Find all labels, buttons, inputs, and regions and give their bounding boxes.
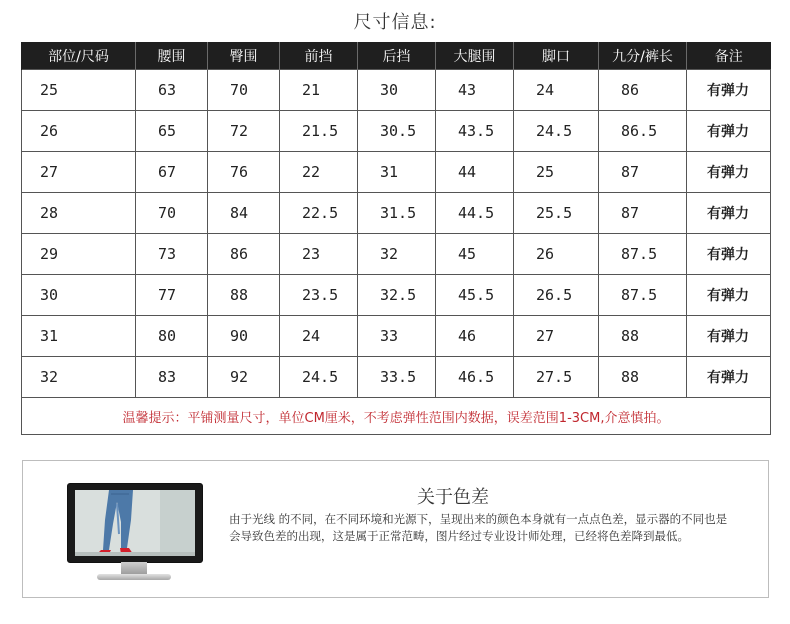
table-cell: 29 <box>22 234 136 275</box>
table-cell: 70 <box>136 193 208 234</box>
table-cell: 86 <box>208 234 280 275</box>
table-cell: 有弹力 <box>687 193 771 234</box>
table-cell: 30 <box>358 70 436 111</box>
table-row <box>22 70 771 111</box>
table-cell: 26 <box>22 111 136 152</box>
table-cell: 31.5 <box>358 193 436 234</box>
color-difference-text: 由于光线 的不同，在不同环境和光源下，呈现出来的颜色本身就有一点点色差，显示器的不同也是会导致色差的出现，这是属于正常范畴，图片经过专业设计师处理，已经将色差降到最低。 <box>229 512 728 543</box>
table-cell: 86 <box>599 70 687 111</box>
table-cell: 31 <box>22 316 136 357</box>
color-difference-panel <box>22 460 769 598</box>
table-cell: 46 <box>436 316 514 357</box>
table-cell: 22 <box>280 152 358 193</box>
table-cell: 有弹力 <box>687 316 771 357</box>
table-cell: 33 <box>358 316 436 357</box>
table-cell: 73 <box>136 234 208 275</box>
table-cell: 23.5 <box>280 275 358 316</box>
table-cell: 24.5 <box>514 111 599 152</box>
table-cell: 30 <box>22 275 136 316</box>
table-cell: 87.5 <box>599 234 687 275</box>
table-cell: 33.5 <box>358 357 436 398</box>
header-cell: 部位/尺码 <box>22 42 136 70</box>
page-title: 尺寸信息: <box>353 12 437 33</box>
table-cell: 76 <box>208 152 280 193</box>
table-cell: 有弹力 <box>687 275 771 316</box>
table-cell: 有弹力 <box>687 111 771 152</box>
monitor-base <box>97 574 171 580</box>
table-cell: 31 <box>358 152 436 193</box>
color-difference-title: 关于色差 <box>417 487 489 508</box>
table-row <box>22 357 771 398</box>
header-cell: 备注 <box>687 42 771 70</box>
table-cell: 27 <box>514 316 599 357</box>
header-cell: 大腿围 <box>436 42 514 70</box>
table-row <box>22 316 771 357</box>
table-note-row <box>22 398 771 435</box>
size-table <box>21 42 771 435</box>
table-cell: 有弹力 <box>687 357 771 398</box>
table-cell: 77 <box>136 275 208 316</box>
table-row <box>22 193 771 234</box>
table-cell: 26 <box>514 234 599 275</box>
table-cell: 44.5 <box>436 193 514 234</box>
table-cell: 70 <box>208 70 280 111</box>
header-cell: 前挡 <box>280 42 358 70</box>
table-cell: 30.5 <box>358 111 436 152</box>
table-cell: 43.5 <box>436 111 514 152</box>
table-cell: 45.5 <box>436 275 514 316</box>
table-row <box>22 152 771 193</box>
table-cell: 21 <box>280 70 358 111</box>
table-cell: 80 <box>136 316 208 357</box>
table-cell: 67 <box>136 152 208 193</box>
table-cell: 25 <box>514 152 599 193</box>
table-header-row <box>22 42 771 70</box>
monitor-icon <box>67 483 203 583</box>
table-cell: 32 <box>22 357 136 398</box>
table-cell: 65 <box>136 111 208 152</box>
header-cell: 臀围 <box>208 42 280 70</box>
table-cell: 45 <box>436 234 514 275</box>
table-row <box>22 275 771 316</box>
table-cell: 24 <box>514 70 599 111</box>
table-cell: 24.5 <box>280 357 358 398</box>
table-row <box>22 111 771 152</box>
table-cell: 22.5 <box>280 193 358 234</box>
table-cell: 28 <box>22 193 136 234</box>
table-cell: 72 <box>208 111 280 152</box>
table-cell: 24 <box>280 316 358 357</box>
table-cell: 27.5 <box>514 357 599 398</box>
table-cell: 63 <box>136 70 208 111</box>
table-cell: 88 <box>599 357 687 398</box>
measurement-note: 温馨提示：平铺测量尺寸，单位CM厘米，不考虑弹性范围内数据，误差范围1-3CM,介意慎拍。 <box>22 398 771 435</box>
table-cell: 87 <box>599 152 687 193</box>
table-cell: 46.5 <box>436 357 514 398</box>
jeans-photo <box>75 490 195 556</box>
table-cell: 有弹力 <box>687 152 771 193</box>
table-cell: 有弹力 <box>687 234 771 275</box>
table-row <box>22 234 771 275</box>
table-cell: 25.5 <box>514 193 599 234</box>
table-cell: 23 <box>280 234 358 275</box>
monitor-screen <box>67 483 203 563</box>
table-cell: 27 <box>22 152 136 193</box>
header-cell: 后挡 <box>358 42 436 70</box>
table-cell: 有弹力 <box>687 70 771 111</box>
table-cell: 92 <box>208 357 280 398</box>
header-cell: 腰围 <box>136 42 208 70</box>
table-cell: 84 <box>208 193 280 234</box>
table-cell: 87 <box>599 193 687 234</box>
table-cell: 90 <box>208 316 280 357</box>
table-cell: 83 <box>136 357 208 398</box>
table-cell: 43 <box>436 70 514 111</box>
table-cell: 32 <box>358 234 436 275</box>
table-cell: 44 <box>436 152 514 193</box>
table-cell: 25 <box>22 70 136 111</box>
header-cell: 九分/裤长 <box>599 42 687 70</box>
table-cell: 21.5 <box>280 111 358 152</box>
header-cell: 脚口 <box>514 42 599 70</box>
table-cell: 88 <box>208 275 280 316</box>
table-cell: 32.5 <box>358 275 436 316</box>
table-cell: 86.5 <box>599 111 687 152</box>
table-cell: 88 <box>599 316 687 357</box>
table-cell: 87.5 <box>599 275 687 316</box>
table-cell: 26.5 <box>514 275 599 316</box>
